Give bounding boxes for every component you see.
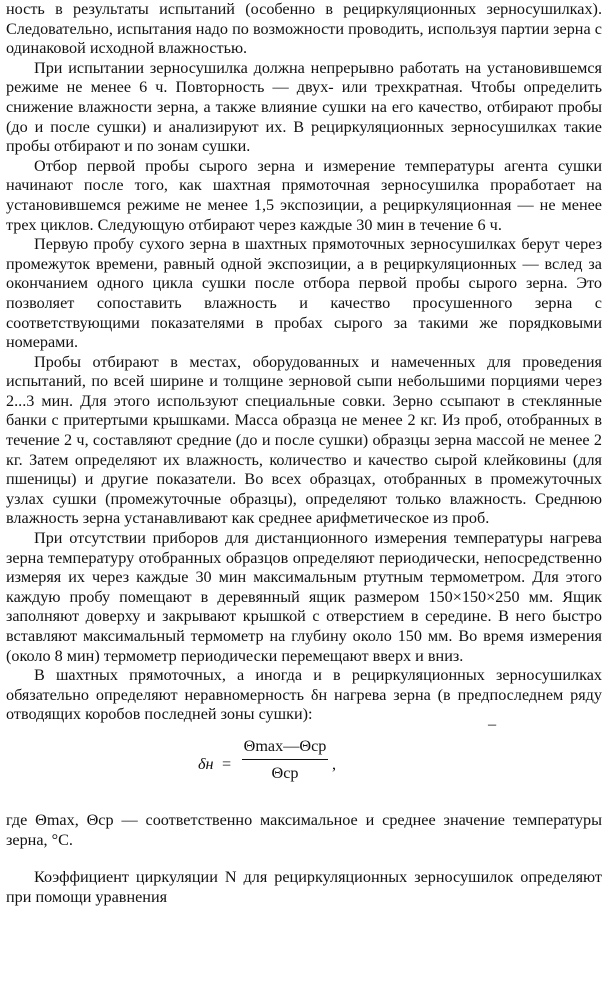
stray-mark: –: [488, 714, 497, 733]
paragraph-nonuniformity: В шахтных прямоточных, а иногда и в рециркуляционных зерносушилках обязательно определяют неравномерность δн нагрева зерна (в предпоследнем ряду отводящих коробов последней зоны сушки):: [6, 666, 602, 724]
paragraph-sampling-method: Пробы отбирают в местах, оборудованных и намеченных для проведения испытаний, по всей ширине и толщине зерновой сыпи небольшими порциями через 2...3 мин. Для этого используют специальные совки. Зерно ссыпают в стеклянные банки с притертыми крышками. Масса образца не менее 2 кг. Из проб, отобранных в течение 2 ч, составляют средние (до и после сушки) образцы зерна массой не менее 2 кг. Затем определяют их влажность, количество и качество сырой клейковины (для пшеницы) и другие показатели. Во всех образцах, отобранных в промежуточных узлах сушки (промежуточные образцы), определяют только влажность. Среднюю влажность зерна устанавливают как среднее арифметическое из проб.: [6, 352, 602, 528]
paragraph-temperature-measurement: При отсутствии приборов для дистанционного измерения температуры нагрева зерна температуру отобранных образцов определяют периодически, непосредственно измеряя их через каждые 30 мин максимальным ртутным термометром. Для этого каждую пробу помещают в деревянный ящик размером 150×150×250 мм. Ящик заполняют доверху и закрывают крышкой с отверстием в середине. В него быстро вставляют максимальный термометр на глубину около 150 мм. Во время измерения (около 8 мин) термометр периодически перемещают вверх и вниз.: [6, 529, 602, 665]
formula-lhs: δн: [198, 754, 214, 773]
formula-explanation: где Θmax, Θср — соответственно максимальное и среднее значение температуры зерна, °С.: [6, 810, 602, 849]
fraction-bar: [242, 759, 328, 760]
paragraph-dry-sample: Первую пробу сухого зерна в шахтных прямоточных зерносушилках берут через промежуток времени, равный одной экспозиции, а в рециркуляционных — вслед за окончанием одного цикла сушки после отбора первой пробы сырого зерна. Это позволяет сопоставить влажность и качество просушенного зерна с соответствующими показателями в пробах сырого за такими же порядковыми номерами.: [6, 235, 602, 352]
formula-equals: =: [222, 754, 232, 773]
paragraph-first-sample: Отбор первой пробы сырого зерна и измерение температуры агента сушки начинают после того, как шахтная прямоточная зерносушилка проработает на установившемся режиме не менее 1,5 экспозиции, а рециркуляционная — не менее трех циклов. Следующую отбирают через каждые 30 мин в течение 6 ч.: [6, 156, 602, 234]
paragraph-continuation: ность в результаты испытаний (особенно в рециркуляционных зерносушилках). Следовательно, испытания надо по возможности проводить, используя партии зерна с одинаковой исходной влажностью.: [6, 0, 602, 58]
document-page: [6, 0, 602, 907]
paragraph-test-duration: При испытании зерносушилка должна непрерывно работать на установившемся режиме не менее 6 ч. Повторность — двух- или трехкратная. Чтобы определить снижение влажности зерна, а также влияние сушки на его качество, отбирают пробы (до и после сушки) и анализируют их. В рециркуляционных зерносушилках такие пробы отбирают и по зонам сушки.: [6, 58, 602, 156]
nonuniformity-formula: [6, 714, 602, 803]
formula-comma: ,: [332, 754, 337, 773]
paragraph-circulation-coefficient: Коэффициент циркуляции N для рециркуляционных зерносушилок определяют при помощи уравнения: [6, 868, 602, 906]
formula-fraction: [242, 735, 328, 784]
formula-numerator: Θmax—Θср: [243, 736, 327, 755]
formula-denominator: Θср: [271, 763, 299, 782]
spacer: [6, 850, 602, 868]
